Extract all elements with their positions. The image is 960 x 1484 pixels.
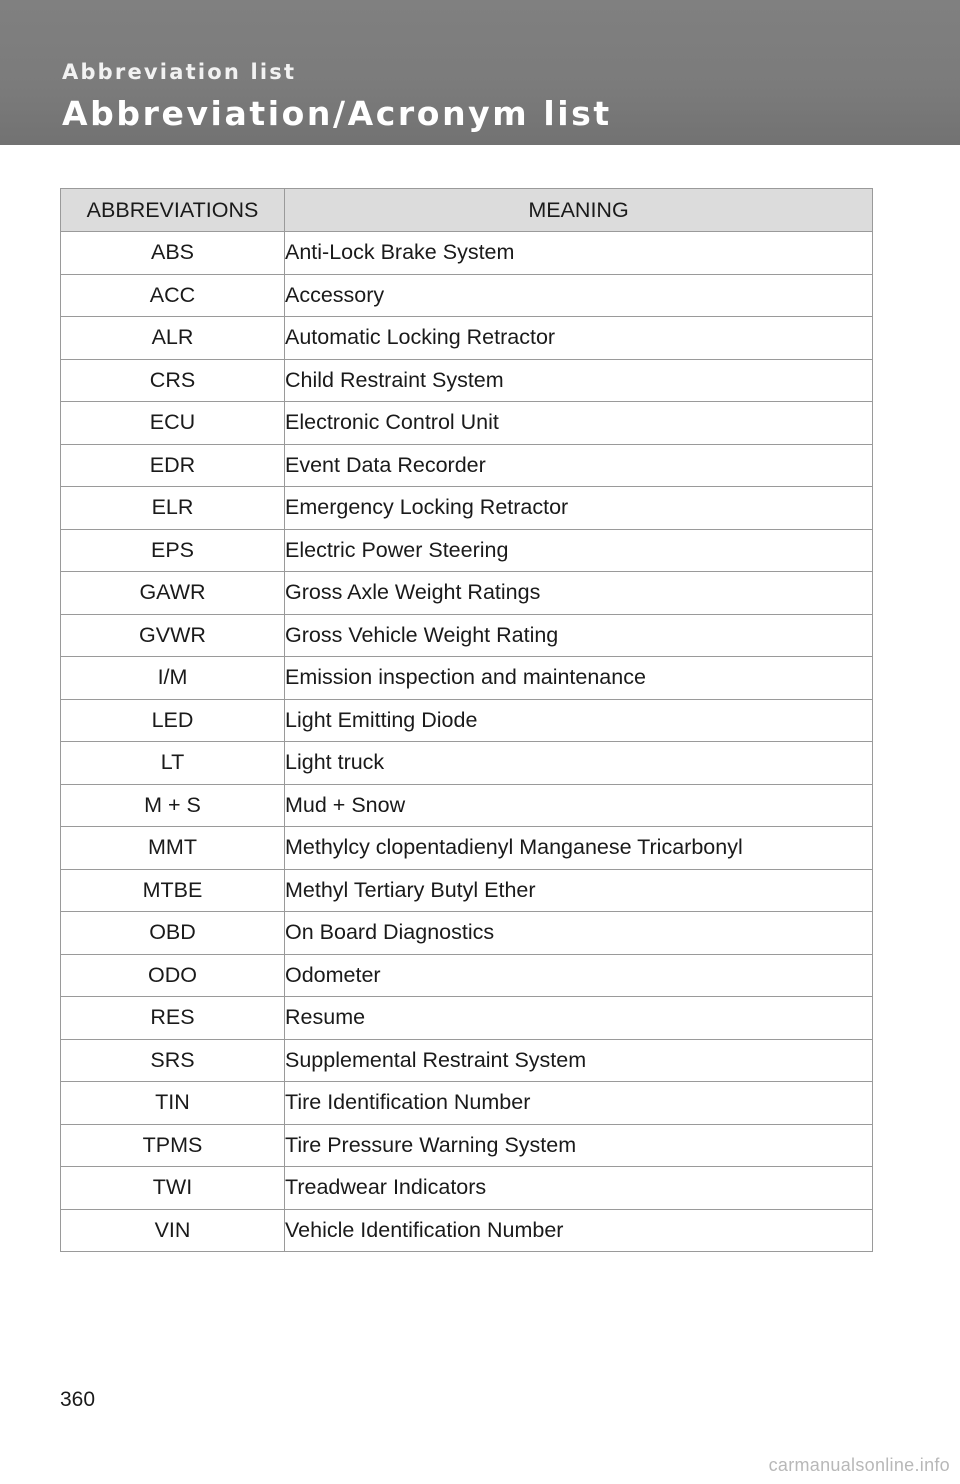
meaning-cell: Treadwear Indicators bbox=[285, 1167, 873, 1210]
abbreviation-cell: VIN bbox=[61, 1209, 285, 1252]
abbreviation-cell: MMT bbox=[61, 827, 285, 870]
abbreviation-cell: TWI bbox=[61, 1167, 285, 1210]
abbreviation-table bbox=[60, 188, 873, 1252]
abbreviation-cell: SRS bbox=[61, 1039, 285, 1082]
table-row bbox=[61, 784, 873, 827]
meaning-cell: Supplemental Restraint System bbox=[285, 1039, 873, 1082]
table-header bbox=[61, 189, 873, 232]
meaning-cell: Tire Identification Number bbox=[285, 1082, 873, 1125]
section-label: Abbreviation list bbox=[62, 60, 297, 84]
meaning-cell: Gross Vehicle Weight Rating bbox=[285, 614, 873, 657]
meaning-cell: Event Data Recorder bbox=[285, 444, 873, 487]
meaning-cell: Emission inspection and maintenance bbox=[285, 657, 873, 700]
table-row bbox=[61, 997, 873, 1040]
meaning-cell: Emergency Locking Retractor bbox=[285, 487, 873, 530]
table-row bbox=[61, 232, 873, 275]
table-row bbox=[61, 1167, 873, 1210]
meaning-cell: Odometer bbox=[285, 954, 873, 997]
meaning-cell: Electric Power Steering bbox=[285, 529, 873, 572]
meaning-cell: On Board Diagnostics bbox=[285, 912, 873, 955]
meaning-cell: Mud + Snow bbox=[285, 784, 873, 827]
table-row bbox=[61, 487, 873, 530]
abbreviation-cell: GVWR bbox=[61, 614, 285, 657]
table-row bbox=[61, 614, 873, 657]
meaning-cell: Methylcy clopentadienyl Manganese Tricarbonyl bbox=[285, 827, 873, 870]
table-row bbox=[61, 359, 873, 402]
abbreviation-cell: ODO bbox=[61, 954, 285, 997]
section-header-bar bbox=[0, 0, 960, 145]
table-row bbox=[61, 1209, 873, 1252]
abbreviation-cell: CRS bbox=[61, 359, 285, 402]
table-row bbox=[61, 657, 873, 700]
table-row bbox=[61, 827, 873, 870]
table-header-row bbox=[61, 189, 873, 232]
abbreviation-cell: MTBE bbox=[61, 869, 285, 912]
abbreviation-cell: LED bbox=[61, 699, 285, 742]
abbreviation-cell: M + S bbox=[61, 784, 285, 827]
table-row bbox=[61, 742, 873, 785]
table-row bbox=[61, 402, 873, 445]
table-row bbox=[61, 869, 873, 912]
column-header-meaning: MEANING bbox=[285, 189, 873, 232]
table-row bbox=[61, 912, 873, 955]
table-row bbox=[61, 274, 873, 317]
meaning-cell: Methyl Tertiary Butyl Ether bbox=[285, 869, 873, 912]
meaning-cell: Light truck bbox=[285, 742, 873, 785]
abbreviation-cell: LT bbox=[61, 742, 285, 785]
meaning-cell: Electronic Control Unit bbox=[285, 402, 873, 445]
meaning-cell: Gross Axle Weight Ratings bbox=[285, 572, 873, 615]
meaning-cell: Child Restraint System bbox=[285, 359, 873, 402]
abbreviation-cell: OBD bbox=[61, 912, 285, 955]
meaning-cell: Resume bbox=[285, 997, 873, 1040]
abbreviation-cell: EPS bbox=[61, 529, 285, 572]
table-row bbox=[61, 317, 873, 360]
table-row bbox=[61, 699, 873, 742]
abbreviation-cell: ECU bbox=[61, 402, 285, 445]
abbreviation-cell: ELR bbox=[61, 487, 285, 530]
page-title: Abbreviation/Acronym list bbox=[62, 94, 612, 133]
table-row bbox=[61, 444, 873, 487]
table-body bbox=[61, 232, 873, 1252]
watermark: carmanualsonline.info bbox=[768, 1455, 950, 1475]
abbreviation-cell: EDR bbox=[61, 444, 285, 487]
meaning-cell: Vehicle Identification Number bbox=[285, 1209, 873, 1252]
abbreviation-cell: TPMS bbox=[61, 1124, 285, 1167]
meaning-cell: Anti-Lock Brake System bbox=[285, 232, 873, 275]
table-row bbox=[61, 1082, 873, 1125]
meaning-cell: Accessory bbox=[285, 274, 873, 317]
page-number: 360 bbox=[60, 1388, 96, 1411]
meaning-cell: Automatic Locking Retractor bbox=[285, 317, 873, 360]
abbreviation-cell: I/M bbox=[61, 657, 285, 700]
meaning-cell: Light Emitting Diode bbox=[285, 699, 873, 742]
table-row bbox=[61, 1124, 873, 1167]
abbreviation-cell: ABS bbox=[61, 232, 285, 275]
meaning-cell: Tire Pressure Warning System bbox=[285, 1124, 873, 1167]
abbreviation-cell: GAWR bbox=[61, 572, 285, 615]
abbreviation-cell: ALR bbox=[61, 317, 285, 360]
column-header-abbreviations: ABBREVIATIONS bbox=[61, 189, 285, 232]
table-row bbox=[61, 529, 873, 572]
abbreviation-cell: RES bbox=[61, 997, 285, 1040]
abbreviation-cell: ACC bbox=[61, 274, 285, 317]
table-row bbox=[61, 572, 873, 615]
table-row bbox=[61, 1039, 873, 1082]
abbreviation-cell: TIN bbox=[61, 1082, 285, 1125]
table-row bbox=[61, 954, 873, 997]
